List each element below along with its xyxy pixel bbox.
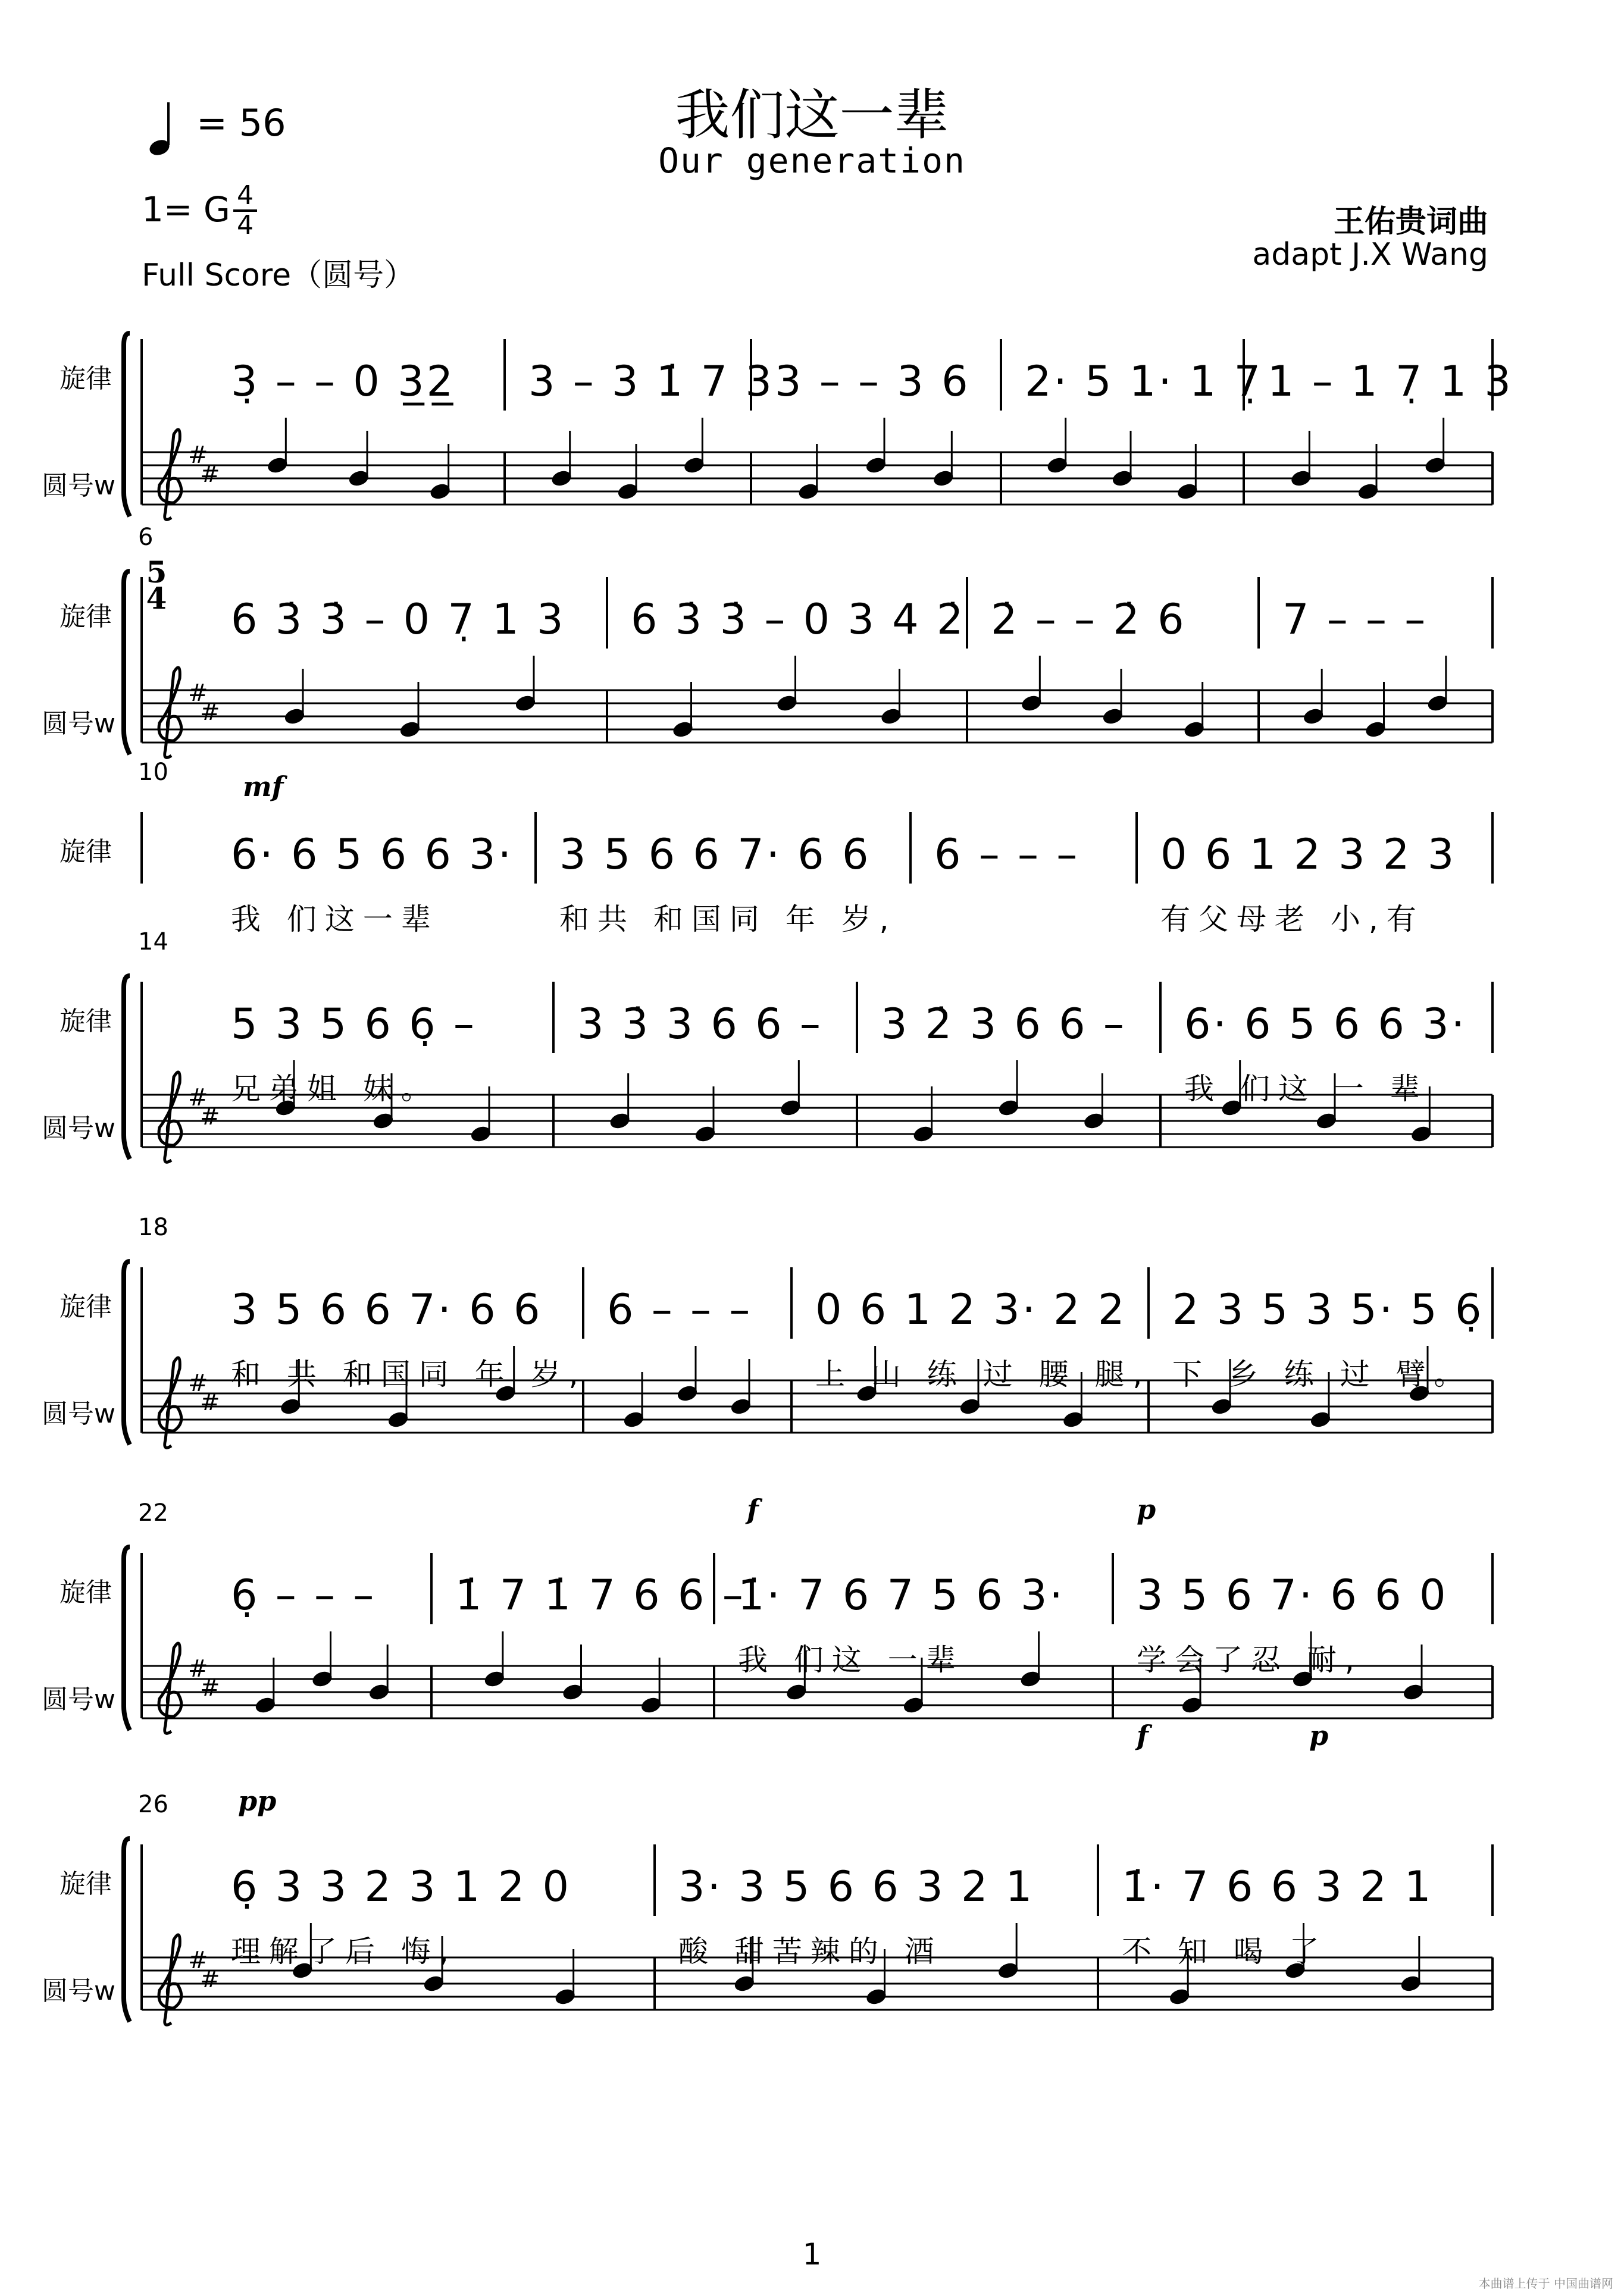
jianpu-measure: 3· 3 5 6 6 3 2 1	[678, 1862, 1035, 1911]
svg-text:#: #	[200, 698, 220, 726]
tempo-marking: = 56	[196, 101, 286, 145]
svg-text:#: #	[188, 1370, 208, 1397]
melody-label: 旋律	[60, 602, 112, 632]
time-signature: 5 4	[146, 555, 167, 616]
jianpu-measure: 7 – – –	[1282, 595, 1428, 644]
page-title: 我们这一辈	[675, 83, 949, 147]
jianpu-measure: 6 3̇ 3̇ – 0 7̣ 1 3	[231, 595, 566, 644]
adapter: adapt J.X Wang	[1252, 237, 1488, 272]
staff-lines	[142, 452, 1492, 2010]
dynamic-marking: mf	[243, 770, 284, 803]
bar-number: 14	[138, 928, 168, 956]
dynamic-marking: pp	[238, 1785, 277, 1817]
lyric-line: 和共 和国同 年 岁,	[559, 902, 897, 936]
bar-number: 18	[138, 1214, 168, 1241]
lyric-line: 我 们这 一 辈	[1184, 1072, 1428, 1106]
horn-label: 圆号w	[42, 709, 115, 739]
jianpu-measure: 2 3 5 3 5· 5 6̣	[1172, 1285, 1484, 1334]
svg-text:#: #	[200, 1389, 220, 1416]
jianpu-measure: 3 – 3 1̇ 7 3	[528, 357, 774, 406]
jianpu-measure: 6· 6 5 6 6 3·	[231, 830, 514, 879]
lyric-line: 下 乡 练 过 臂。	[1172, 1357, 1472, 1392]
jianpu-measure: 1̇· 7 6 6 3 2 1	[1122, 1862, 1434, 1911]
jianpu-measure: 6· 6 5 6 6 3·	[1184, 1000, 1467, 1048]
bar-number: 22	[138, 1499, 168, 1527]
watermark: 本曲谱上传于 中国曲谱网	[1478, 2276, 1613, 2291]
jianpu-measure: 5 3 5 6 6̣ –	[231, 1000, 477, 1048]
lyric-line: 我 们这 一辈	[738, 1643, 964, 1677]
jianpu-measure: 2̇ – – 2̇ 6	[991, 595, 1187, 644]
jianpu-measure: 3 5 6 6 7· 6 6	[559, 830, 871, 879]
staff-notes	[188, 418, 1449, 2006]
melody-label: 旋律	[60, 1577, 112, 1608]
page-subtitle: Our generation	[658, 140, 966, 181]
jianpu-measure: 3 5 6 7· 6 6 0	[1137, 1571, 1448, 1620]
jianpu-measure: 3 – – 3 6	[775, 357, 971, 406]
jianpu-measure: 6̣ 3 3 2 3 1 2 0	[231, 1862, 572, 1911]
melody-label: 旋律	[60, 1869, 112, 1899]
jianpu-measure: 6 – – –	[607, 1285, 753, 1334]
page-number: 1	[802, 2237, 822, 2272]
jianpu-measure: 6 3̇ 3̇ – 0 3 4 2̇	[631, 595, 966, 644]
svg-text:#: #	[188, 1947, 208, 1974]
dynamic-marking: p	[1309, 1719, 1329, 1752]
composer: 王佑贵词曲	[1333, 203, 1488, 240]
key-signature: 1= G	[142, 189, 230, 230]
jianpu-measure: 3̣ – – 0 3̲2̲	[231, 357, 456, 406]
lyric-line: 我 们这一辈	[231, 902, 439, 936]
jianpu-measure: 1̇ 7 1̇ 7 6 6 –	[455, 1571, 746, 1620]
jianpu-measure: 6̣ – – –	[231, 1571, 377, 1620]
lyric-line: 有父母老 小,有	[1160, 902, 1425, 936]
jianpu-measure: 3 3̇ 3 6 6 –	[577, 1000, 823, 1048]
meter-top: 4	[237, 180, 254, 211]
svg-text:#: #	[200, 1966, 220, 1993]
jianpu-measure: 2· 5 1· 1 7̣	[1025, 357, 1263, 406]
jianpu-measure: 3 5 6 6 7· 6 6	[231, 1285, 543, 1334]
lyric-line: 和 共 和国同 年 岁,	[231, 1357, 587, 1392]
score-label: Full Score（圆号）	[142, 258, 415, 293]
svg-text:#: #	[188, 441, 208, 469]
jianpu-measure: 3 2̇ 3 6 6 –	[881, 1000, 1127, 1048]
horn-label: 圆号w	[42, 1684, 115, 1715]
lyric-line: 不 知 喝 了	[1122, 1934, 1328, 1969]
lyric-line: 学会了忍 耐,	[1137, 1643, 1363, 1677]
bar-number: 6	[138, 524, 154, 551]
lyric-line: 兄弟姐 妹。	[231, 1072, 439, 1106]
melody-label: 旋律	[60, 1292, 112, 1322]
horn-label: 圆号w	[42, 1399, 115, 1429]
barlines	[142, 339, 1513, 2010]
melody-label: 旋律	[60, 1006, 112, 1036]
lyric-line: 理解了后 悔,	[231, 1934, 457, 1969]
jianpu-measure: 0 6 1 2 3· 2 2	[815, 1285, 1127, 1334]
jianpu-measure: 1 – 1 7̣ 1 3	[1268, 357, 1513, 406]
svg-text:#: #	[188, 679, 208, 707]
jianpu-measure: 1̇· 7 6 7 5 6 3·	[738, 1571, 1065, 1620]
svg-text:#: #	[188, 1655, 208, 1683]
bar-number: 26	[138, 1791, 168, 1818]
horn-label: 圆号w	[42, 1113, 115, 1144]
bar-number: 10	[138, 759, 168, 786]
horn-label: 圆号w	[42, 471, 115, 501]
lyric-line: 酸 甜苦辣的 酒	[678, 1934, 943, 1969]
jianpu-measure: 0 6 1 2 3 2 3	[1160, 830, 1457, 879]
dynamic-marking: p	[1137, 1493, 1156, 1526]
svg-text:#: #	[200, 1103, 220, 1130]
melody-label: 旋律	[60, 364, 112, 394]
dynamic-marking: f	[747, 1493, 759, 1526]
lyric-line: 上 山 练 过 腰 腿,	[815, 1357, 1151, 1392]
svg-text:#: #	[200, 461, 220, 488]
svg-text:#: #	[200, 1674, 220, 1702]
system-brackets	[124, 333, 130, 2022]
melody-label: 旋律	[60, 837, 112, 867]
jianpu-measure: 6 – – –	[934, 830, 1080, 879]
horn-label: 圆号w	[42, 1976, 115, 2006]
meter-bottom: 4	[237, 210, 254, 240]
svg-text:#: #	[188, 1084, 208, 1111]
dynamic-marking: f	[1137, 1719, 1149, 1752]
